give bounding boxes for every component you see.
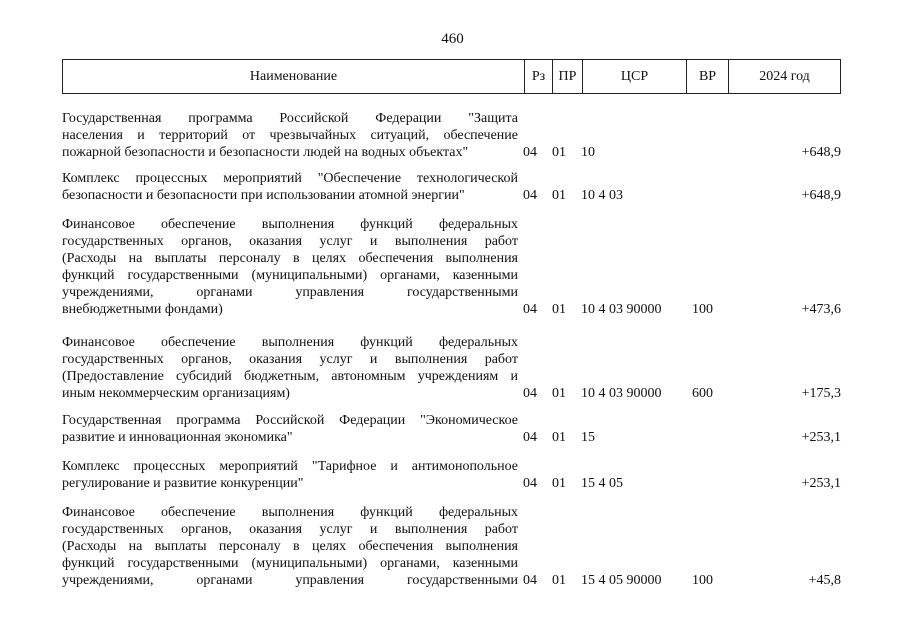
row-amount: +253,1 [801,430,841,445]
row-name [62,110,518,161]
row-csr: 15 [581,430,595,445]
row-csr: 10 4 03 [581,188,623,203]
row-vr: 600 [692,386,713,401]
row-name-line: пожарной безопасности и безопасности людей на водных объектах" [62,145,469,160]
row-rz: 04 [523,476,537,491]
row-vr: 100 [692,302,713,317]
table-row [62,334,841,402]
row-amount: +648,9 [801,145,841,160]
row-name-line: государственных органов, оказания услуг и выполнения работ [62,234,518,249]
row-name-line: населения и территорий от чрезвычайных ситуаций, обеспечение [62,128,518,143]
row-pr: 01 [552,188,566,203]
table-row [62,458,841,492]
row-pr: 01 [552,386,566,401]
header-name: Наименование [249,69,338,84]
row-pr: 01 [552,302,566,317]
row-pr: 01 [552,430,566,445]
row-name [62,458,518,492]
header-pr: ПР [552,60,582,93]
row-name-line: Комплекс процессных мероприятий "Тарифное и антимонопольное [62,459,518,474]
row-pr: 01 [552,476,566,491]
row-amount: +175,3 [801,386,841,401]
header-csr: ЦСР [582,60,686,93]
row-rz: 04 [523,188,537,203]
row-name-line: учреждениями, органами управления государственными [62,573,518,588]
row-name-line: Финансовое обеспечение выполнения функций федеральных [62,217,518,232]
row-name-line: безопасности и безопасности при использовании атомной энергии" [62,188,465,203]
row-name [62,504,518,589]
row-rz: 04 [523,430,537,445]
table-row [62,170,841,204]
row-rz: 04 [523,145,537,160]
header-vr: ВР [686,60,728,93]
row-amount: +648,9 [801,188,841,203]
row-vr: 100 [692,573,713,588]
row-name-line: функций государственными (муниципальными) органами, казенными [62,268,518,283]
row-name-line: функций государственными (муниципальными) органами, казенными [62,556,518,571]
row-name-line: (Расходы на выплаты персоналу в целях обеспечения выполнения [62,539,518,554]
row-name [62,412,518,446]
row-name [62,216,518,318]
table-row [62,504,841,589]
row-name-line: развитие и инновационная экономика" [62,430,293,445]
row-name-line: (Предоставление субсидий бюджетным, автономным учреждениям и [62,369,518,384]
table-row [62,216,841,318]
row-name-line: Финансовое обеспечение выполнения функций федеральных [62,505,518,520]
row-name-line: Финансовое обеспечение выполнения функций федеральных [62,335,518,350]
row-name-line: Комплекс процессных мероприятий "Обеспечение технологической [62,171,518,186]
row-csr: 10 4 03 90000 [581,302,662,317]
row-rz: 04 [523,302,537,317]
table-row [62,110,841,161]
row-rz: 04 [523,386,537,401]
row-name-line: иным некоммерческим организациям) [62,386,290,401]
row-name-line: внебюджетными фондами) [62,302,223,317]
row-name [62,170,518,204]
table-header [62,59,841,94]
page-number: 460 [441,31,464,47]
row-csr: 15 4 05 [581,476,623,491]
row-csr: 10 [581,145,595,160]
header-year: 2024 год [728,60,840,93]
row-csr: 10 4 03 90000 [581,386,662,401]
row-pr: 01 [552,573,566,588]
table-row [62,412,841,446]
row-name-line: (Расходы на выплаты персоналу в целях обеспечения выполнения [62,251,518,266]
row-amount: +473,6 [801,302,841,317]
row-name-line: государственных органов, оказания услуг и выполнения работ [62,522,518,537]
row-pr: 01 [552,145,566,160]
row-name-line: Государственная программа Российской Федерации "Защита [62,111,518,126]
row-name-line: учреждениями, органами управления государственными [62,285,518,300]
row-name-line: Государственная программа Российской Федерации "Экономическое [62,413,518,428]
row-csr: 15 4 05 90000 [581,573,662,588]
header-rz: Рз [524,60,552,93]
row-amount: +45,8 [808,573,841,588]
row-name-line: государственных органов, оказания услуг и выполнения работ [62,352,518,367]
row-amount: +253,1 [801,476,841,491]
row-name [62,334,518,402]
row-rz: 04 [523,573,537,588]
row-name-line: регулирование и развитие конкуренции" [62,476,304,491]
